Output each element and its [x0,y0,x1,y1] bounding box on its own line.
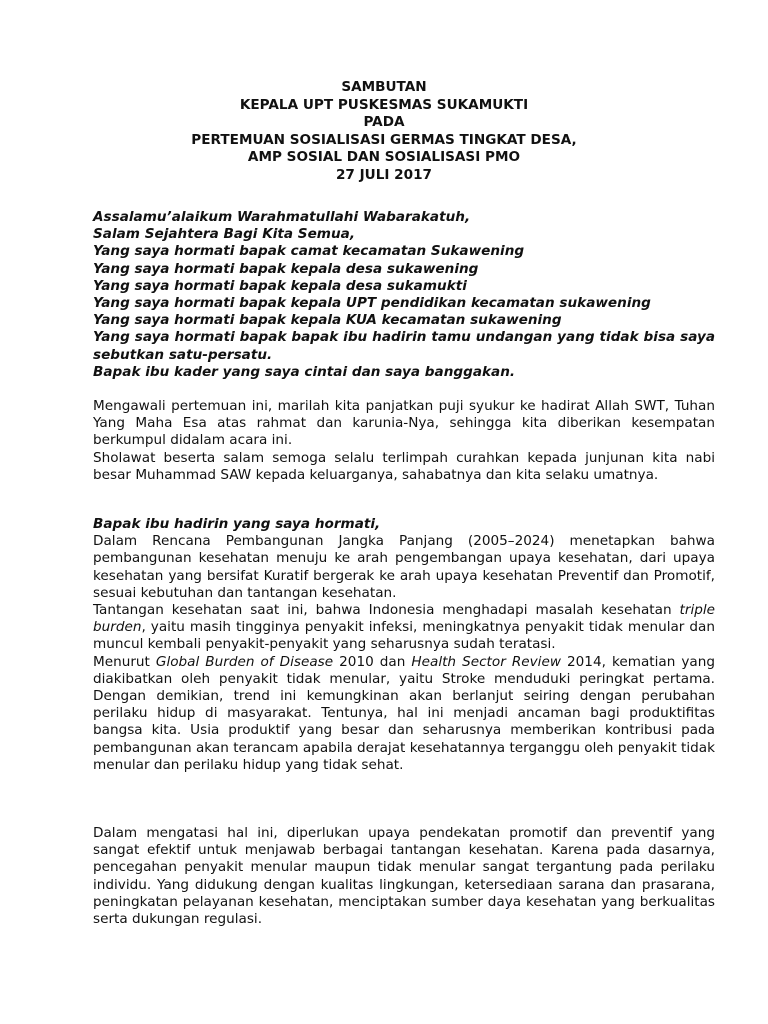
greeting-line: Yang saya hormati bapak kepala UPT pendidikan kecamatan sukawening [93,295,651,312]
header-event-cont: AMP SOSIAL DAN SOSIALISASI PMO [247,149,521,166]
greeting-line: Yang saya hormati bapak camat kecamatan Sukawening [93,243,525,260]
header-speaker: KEPALA UPT PUSKESMAS SUKAMUKTI [239,96,529,113]
header-date: 27 JULI 2017 [335,166,433,183]
prevention-paragraph: Dalam mengatasi hal ini, diperlukan upaya pendekatan promotif dan preventif yang sangat efektif untuk menjawab berbagai tantangan kesehatan. Karena pada dasarnya, pencegahan penyakit menular maupun tidak menular sangat tergantung pada perilaku individu. Yang didukung dengan kualitas lingkungan, ketersediaan sarana dan prasarana, peningkatan pelayanan kesehatan, menciptakan sumber daya kesehatan yang berkualitas serta dukungan regulasi. [93,825,715,928]
greeting-line: Assalamu’alaikum Warahmatullahi Wabarakatuh, [93,209,471,225]
greeting-line: Salam Sejahtera Bagi Kita Semua, [93,226,355,243]
opening-paragraph: Mengawali pertemuan ini, marilah kita panjatkan puji syukur ke hadirat Allah SWT, Tuhan Yang Maha Esa atas rahmat dan karunia-Nya, sehingga kita diberikan kesempatan berkumpul didalam acara ini. [93,398,715,449]
triple-burden-paragraph: Tantangan kesehatan saat ini, bahwa Indonesia menghadapi masalah kesehatan triple burden, yaitu masih tingginya penyakit infeksi, meningkatnya penyakit tidak menular dan muncul kembali penyakit-penyakit yang seharusnya sudah teratasi. [93,602,715,653]
greeting-line: Yang saya hormati bapak kepala KUA kecamatan sukawening [93,312,562,329]
gbd-term: Global Burden of Disease [155,653,334,670]
section-heading: Bapak ibu hadirin yang saya hormati, [93,516,381,532]
gbd-paragraph: Menurut Global Burden of Disease 2010 dan Health Sector Review 2014, kematian yang diakibatkan oleh penyakit tidak menular, yaitu Stroke menduduki peringkat pertama. Dengan demikian, trend ini kemungkinan akan berlanjut seiring dengan perubahan perilaku hidup di masyarakat. Tentunya, hal ini menjadi ancaman bagi produktifitas bangsa kita. Usia produktif yang besar dan seharusnya memberikan kontribusi pada pembangunan akan terancam apabila derajat kesehatannya terganggu oleh penyakit tidak menular dan perilaku hidup yang tidak sehat. [93,653,715,773]
prevention-section [93,825,715,928]
header-preposition: PADA [363,114,405,131]
header-title: SAMBUTAN [341,79,427,95]
sholawat-paragraph: Sholawat beserta salam semoga selalu terlimpah curahkan kepada junjunan kita nabi besar Muhammad SAW kepada keluarganya, sahabatnya dan kita selaku umatnya. [93,449,715,483]
greeting-line: Yang saya hormati bapak kepala desa sukawening [93,260,479,277]
health-challenges-section [93,516,715,774]
hsr-term: Health Sector Review [411,653,561,670]
header-event: PERTEMUAN SOSIALISASI GERMAS TINGKAT DESA, [191,131,577,148]
greeting-line: Yang saya hormati bapak kepala desa sukamukti [93,277,467,294]
greeting-line: Yang saya hormati bapak bapak ibu hadirin tamu undangan yang tidak bisa saya sebutkan satu-persatu. [93,329,715,363]
document-header [0,79,768,185]
greeting-line: Bapak ibu kader yang saya cintai dan saya banggakan. [93,363,516,380]
rpjp-paragraph: Dalam Rencana Pembangunan Jangka Panjang (2005–2024) menetapkan bahwa pembangunan kesehatan menuju ke arah pengembangan upaya kesehatan, dari upaya kesehatan yang bersifat Kuratif bergerak ke arah upaya kesehatan Preventif dan Promotif, sesuai kebutuhan dan tantangan kesehatan. [93,533,715,601]
opening-section [93,398,715,484]
greetings-block [93,209,715,381]
triple-burden-term: triple burden [93,602,715,636]
